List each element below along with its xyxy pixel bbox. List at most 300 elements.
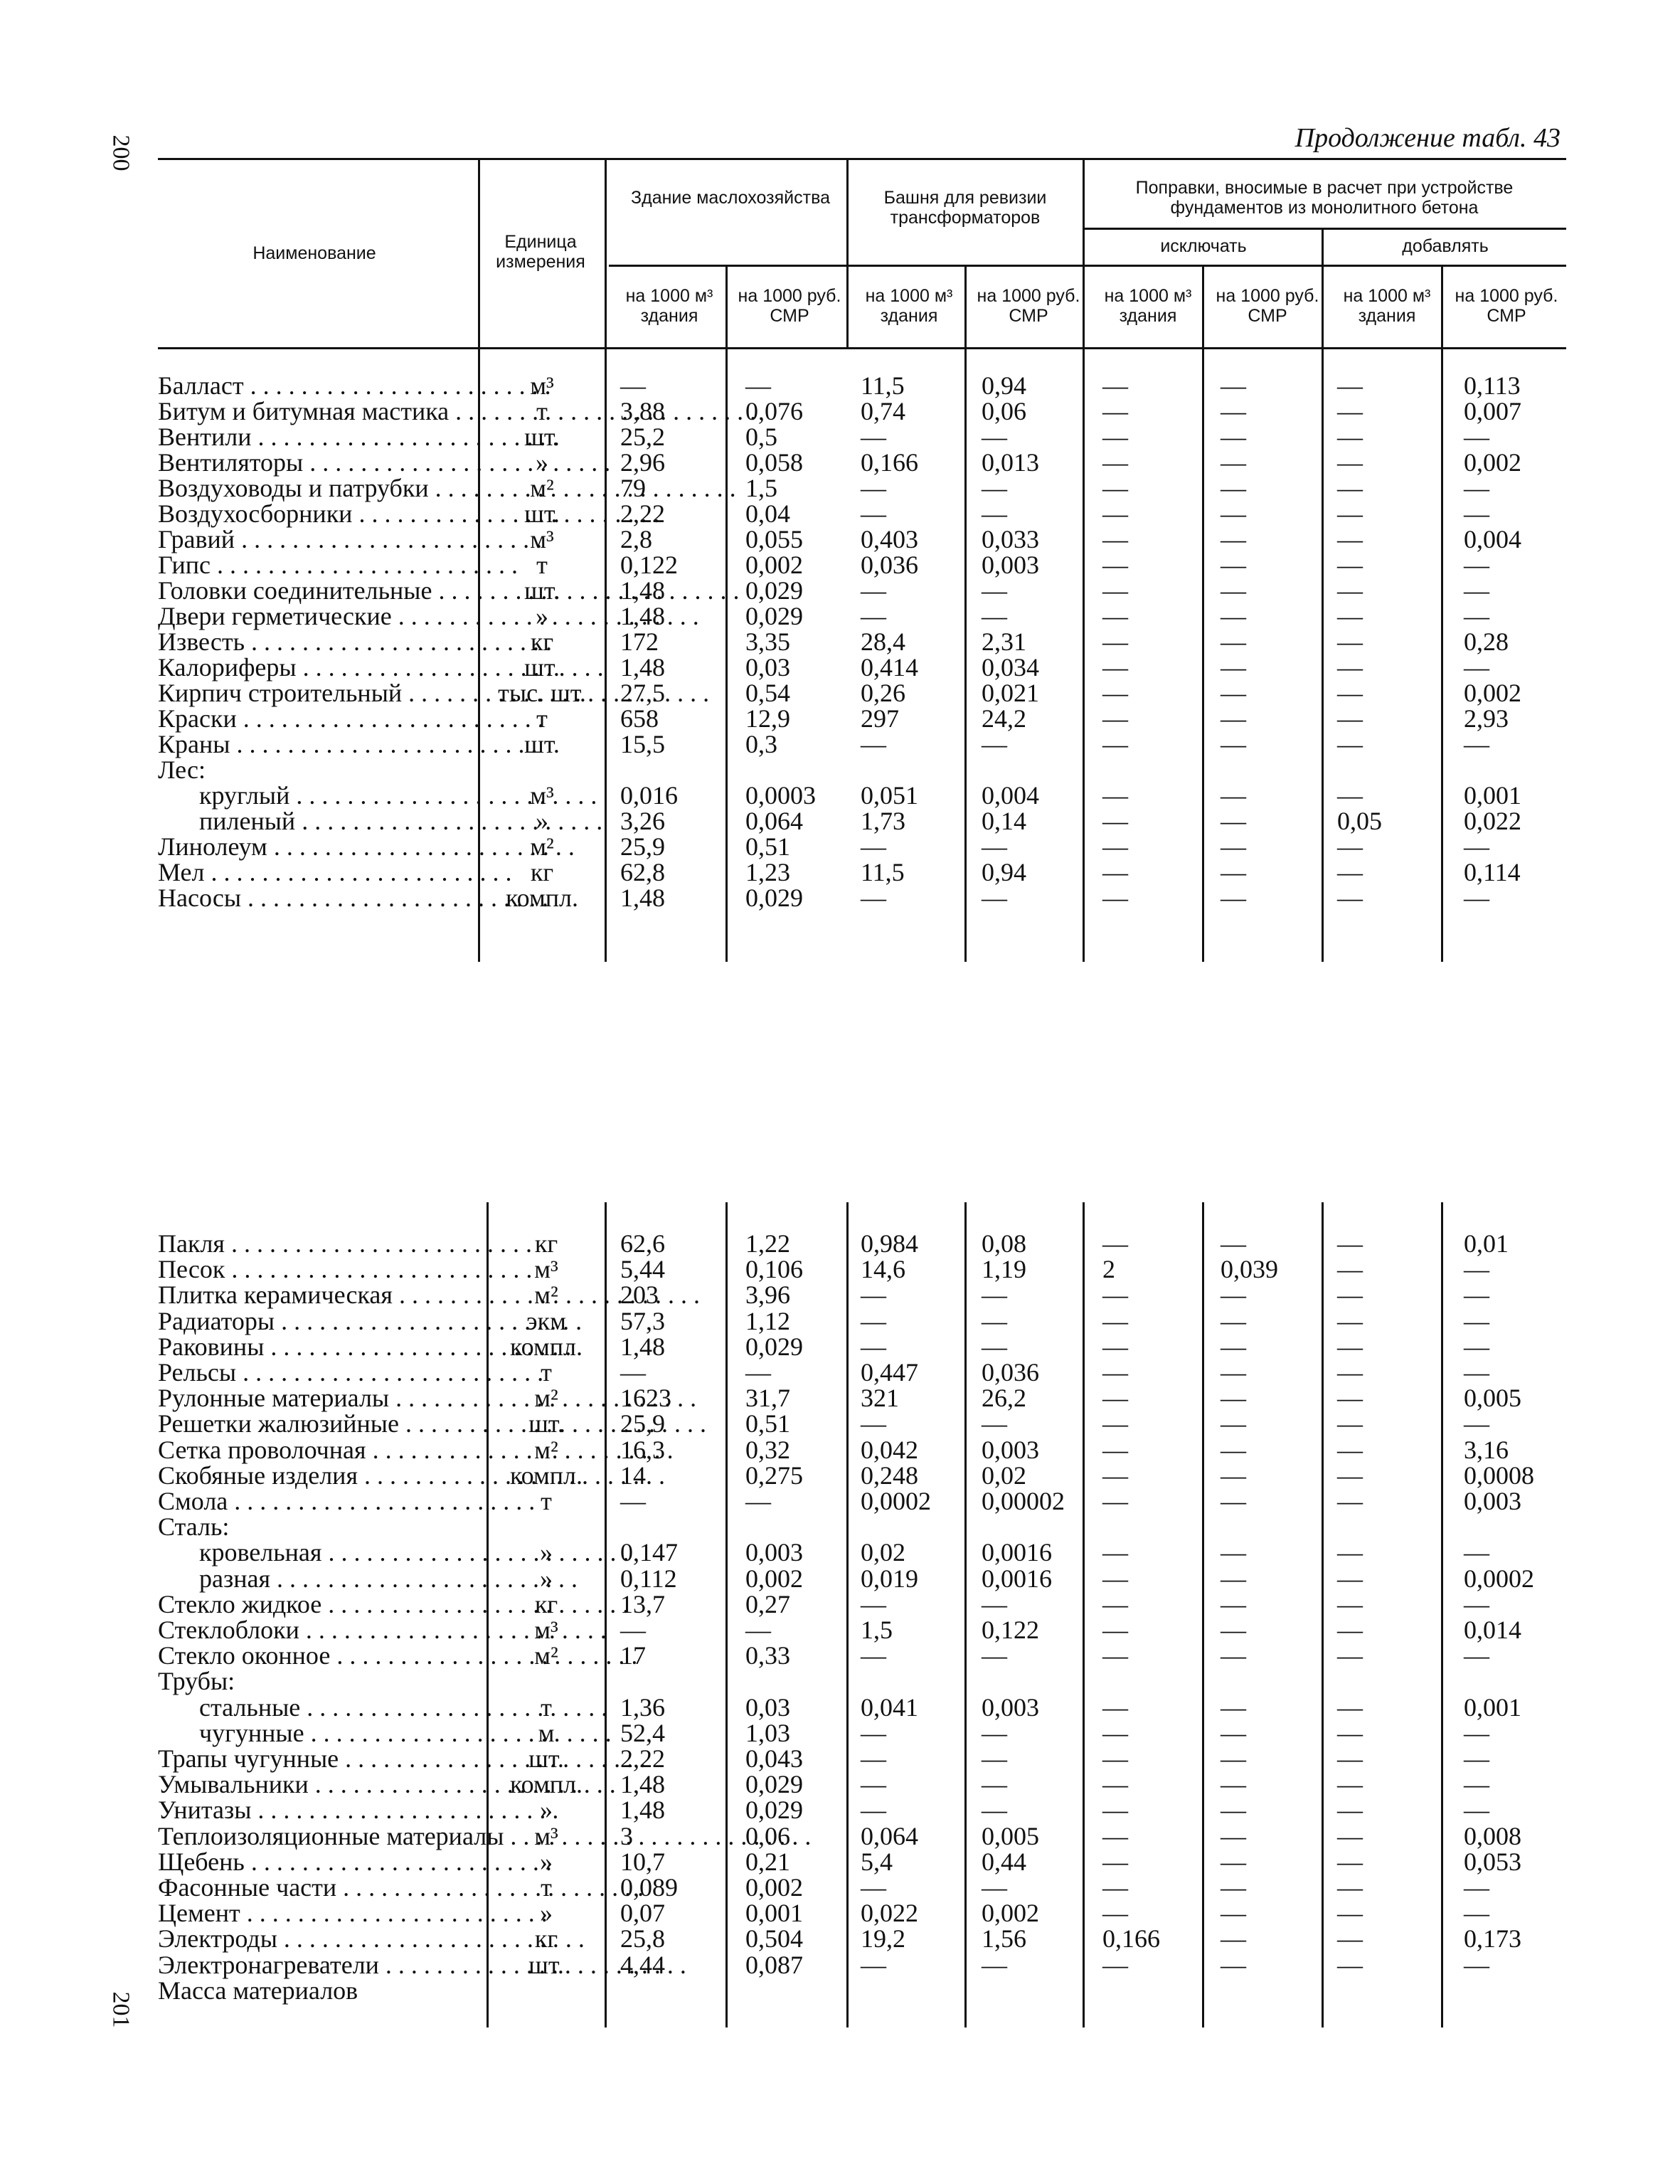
value-cell: — <box>1464 884 1489 912</box>
value-cell: — <box>982 1306 1007 1335</box>
unit-cell: » <box>540 1847 553 1876</box>
value-cell: 0,114 <box>1464 858 1521 886</box>
value-cell: — <box>1221 448 1246 477</box>
value-cell: — <box>1464 1589 1489 1618</box>
value-cell: — <box>1221 551 1246 579</box>
value-cell: 52,4 <box>620 1718 665 1747</box>
value-cell: — <box>1102 1229 1128 1258</box>
header-unit: Единица измерения <box>496 232 585 272</box>
value-cell: — <box>1337 1770 1363 1799</box>
value-cell: 3,35 <box>745 627 790 656</box>
value-cell: 1,56 <box>982 1924 1026 1954</box>
material-name: Воздуховоды и патрубки . . . <box>158 475 464 501</box>
material-name: кровельная . . . <box>199 1539 505 1565</box>
value-cell: 1,22 <box>745 1229 790 1258</box>
table-row <box>158 1359 1566 1385</box>
value-cell: — <box>1337 474 1363 502</box>
value-cell: — <box>1337 1847 1363 1876</box>
unit-cell: м³ <box>534 1255 558 1284</box>
value-cell: — <box>861 576 886 605</box>
table-row <box>158 1952 1566 1978</box>
unit-cell: » <box>536 448 548 477</box>
value-cell: — <box>982 1641 1007 1670</box>
value-cell: 14 <box>620 1461 646 1490</box>
value-cell: 0,51 <box>745 1409 790 1438</box>
value-cell: — <box>1221 499 1246 528</box>
value-cell: 0,166 <box>861 448 918 477</box>
value-cell: 0,248 <box>861 1461 918 1490</box>
unit-cell: шт. <box>528 1744 564 1773</box>
material-name: Цемент . . . <box>158 1900 464 1926</box>
material-name: Теплоизоляционные материалы . . . <box>158 1823 464 1849</box>
value-cell: — <box>982 499 1007 528</box>
table-row <box>158 1823 1566 1849</box>
value-cell: 0,21 <box>745 1847 790 1876</box>
value-cell: — <box>1221 1924 1246 1954</box>
table-row <box>158 1668 1566 1694</box>
value-cell: 28,4 <box>861 627 905 656</box>
value-cell: — <box>1221 1796 1246 1825</box>
value-cell: — <box>1102 1487 1128 1515</box>
value-cell: — <box>1102 1718 1128 1747</box>
value-cell: — <box>861 1332 886 1361</box>
value-cell: 3,96 <box>745 1281 790 1310</box>
value-cell: — <box>1102 602 1128 630</box>
material-name: Сталь: <box>158 1512 230 1542</box>
material-name: Пакля . . . <box>158 1231 464 1256</box>
table-row <box>158 629 1566 654</box>
material-name: Вентиляторы . . . <box>158 450 464 475</box>
sub-header-rub: на 1000 руб. СМР <box>1455 286 1558 326</box>
value-cell: — <box>1221 602 1246 630</box>
value-cell: — <box>1337 602 1363 630</box>
value-cell: 19,2 <box>861 1924 905 1954</box>
value-cell: — <box>1337 1306 1363 1335</box>
value-cell: — <box>982 576 1007 605</box>
value-cell: — <box>861 832 886 861</box>
table-row <box>158 1797 1566 1823</box>
value-cell: 3 <box>620 1821 633 1850</box>
value-cell: — <box>1337 1281 1363 1310</box>
value-cell: — <box>1337 704 1363 733</box>
value-cell: — <box>1337 1384 1363 1413</box>
table-row <box>158 1720 1566 1746</box>
sub-header-building: на 1000 м³ здания <box>1104 286 1192 326</box>
value-cell: — <box>1464 730 1489 758</box>
value-cell: — <box>745 371 771 400</box>
value-cell: — <box>1464 1950 1489 1979</box>
value-cell: 0,001 <box>1464 781 1521 810</box>
value-cell: — <box>1221 1616 1246 1644</box>
value-cell: 1,73 <box>861 807 905 835</box>
value-cell: 3,16 <box>1464 1435 1509 1464</box>
value-cell: — <box>1102 1616 1128 1644</box>
value-cell: — <box>1221 423 1246 451</box>
material-name: Мел . . . <box>158 859 464 885</box>
value-cell: 0,0002 <box>861 1487 931 1515</box>
value-cell: — <box>1337 499 1363 528</box>
material-name: Головки соединительные . . . <box>158 578 464 603</box>
material-name: Лес: <box>158 756 206 784</box>
value-cell: — <box>1221 371 1246 400</box>
material-name: Скобяные изделия . . . <box>158 1463 464 1488</box>
value-cell: — <box>982 1718 1007 1747</box>
value-cell: 0,166 <box>1102 1924 1160 1954</box>
value-cell: — <box>1221 1589 1246 1618</box>
unit-cell: т <box>536 704 548 733</box>
value-cell: 0,08 <box>982 1229 1026 1258</box>
value-cell: — <box>1337 371 1363 400</box>
unit-cell: экм <box>526 1306 566 1335</box>
value-cell: — <box>1221 1384 1246 1413</box>
table-row <box>158 885 1566 911</box>
value-cell: 0,94 <box>982 371 1026 400</box>
value-cell: 0,016 <box>620 781 678 810</box>
value-cell: — <box>1102 551 1128 579</box>
value-cell: — <box>1464 832 1489 861</box>
material-name: Плитка керамическая . . . <box>158 1282 464 1308</box>
value-cell: — <box>1337 1229 1363 1258</box>
value-cell: 0,043 <box>745 1744 803 1773</box>
table-row <box>158 1539 1566 1565</box>
material-name: Умывальники . . . <box>158 1771 464 1797</box>
value-cell: — <box>1337 1873 1363 1902</box>
value-cell: — <box>1102 832 1128 861</box>
value-cell: 0,019 <box>861 1564 918 1593</box>
value-cell: — <box>1102 1384 1128 1413</box>
value-cell: 0,029 <box>745 1332 803 1361</box>
value-cell: 0,173 <box>1464 1924 1521 1954</box>
table-caption: Продолжение табл. 43 <box>1294 123 1561 153</box>
value-cell: — <box>1337 1332 1363 1361</box>
value-cell: — <box>1221 1487 1246 1515</box>
unit-cell: компл. <box>510 1770 583 1799</box>
value-cell: 0,32 <box>745 1435 790 1464</box>
value-cell: 25,2 <box>620 423 665 451</box>
sub-header-building: на 1000 м³ здания <box>865 286 953 326</box>
table-row <box>158 1692 1566 1722</box>
value-cell: 0,447 <box>861 1358 918 1387</box>
value-cell: — <box>861 1770 886 1799</box>
value-cell: 0,039 <box>1221 1255 1278 1284</box>
material-name: Гипс . . . <box>158 552 464 578</box>
value-cell: 0,041 <box>861 1692 918 1722</box>
material-name: Электронагреватели . . . <box>158 1952 464 1978</box>
value-cell: — <box>1102 423 1128 451</box>
table-top <box>158 158 1566 962</box>
unit-cell: т <box>536 551 548 579</box>
material-name: Радиаторы . . . <box>158 1308 464 1334</box>
value-cell: — <box>1102 371 1128 400</box>
value-cell: — <box>1464 1770 1489 1799</box>
material-name: пиленый . . . <box>199 808 505 834</box>
value-cell: — <box>1221 884 1246 912</box>
unit-cell: м² <box>534 1281 558 1310</box>
material-name: Трапы чугунные . . . <box>158 1746 464 1771</box>
value-cell: — <box>1337 627 1363 656</box>
value-cell: — <box>1337 551 1363 579</box>
sub-header-building: на 1000 м³ здания <box>1343 286 1431 326</box>
value-cell: — <box>1337 1796 1363 1825</box>
value-cell: — <box>1221 1821 1246 1850</box>
value-cell: 1,5 <box>861 1616 893 1644</box>
table-row <box>158 450 1566 475</box>
value-cell: — <box>1102 1281 1128 1310</box>
value-cell: — <box>1102 397 1128 425</box>
value-cell: 0,001 <box>1464 1692 1521 1722</box>
value-cell: 0,002 <box>745 551 803 579</box>
material-name: Балласт . . . <box>158 373 464 398</box>
unit-cell: шт. <box>524 499 560 528</box>
value-cell: — <box>1337 1358 1363 1387</box>
value-cell: — <box>1102 730 1128 758</box>
value-cell: 1623 <box>620 1384 671 1413</box>
value-cell: — <box>1102 1461 1128 1490</box>
table-row <box>158 757 1566 783</box>
unit-cell: м² <box>534 1384 558 1413</box>
value-cell: 1,19 <box>982 1255 1026 1284</box>
header-group-building: Здание маслохозяйства <box>631 188 830 208</box>
table-row <box>158 1591 1566 1617</box>
unit-cell: шт. <box>524 576 560 605</box>
value-cell: 0,004 <box>982 781 1039 810</box>
value-cell: — <box>982 1409 1007 1438</box>
value-cell: 17 <box>620 1641 646 1670</box>
header-group-tower: Башня для ревизии трансформаторов <box>883 188 1047 228</box>
table-row <box>158 1512 1566 1542</box>
value-cell: — <box>620 1616 646 1644</box>
value-cell: 1,12 <box>745 1306 790 1335</box>
value-cell: 1,48 <box>620 602 665 630</box>
value-cell: — <box>1221 1306 1246 1335</box>
value-cell: — <box>1102 1589 1128 1618</box>
material-name: Песок . . . <box>158 1256 464 1282</box>
material-name: круглый . . . <box>199 783 505 808</box>
material-name: Стеклоблоки . . . <box>158 1617 464 1643</box>
value-cell: 11,5 <box>861 371 905 400</box>
value-cell: 1,03 <box>745 1718 790 1747</box>
material-name: Стекло жидкое . . . <box>158 1591 464 1617</box>
value-cell: — <box>1221 1538 1246 1567</box>
value-cell: — <box>1221 1461 1246 1490</box>
value-cell: 0,02 <box>861 1538 905 1567</box>
value-cell: — <box>1337 1924 1363 1954</box>
unit-cell: т <box>536 397 548 425</box>
table-row <box>158 808 1566 834</box>
value-cell: — <box>861 1641 886 1670</box>
unit-cell: » <box>536 807 548 835</box>
value-cell: — <box>1337 423 1363 451</box>
value-cell: 4,44 <box>620 1950 665 1979</box>
value-cell: 5,4 <box>861 1847 893 1876</box>
table-row <box>158 834 1566 859</box>
value-cell: 13,7 <box>620 1589 665 1618</box>
value-cell: 0,06 <box>745 1821 790 1850</box>
table-row <box>158 526 1566 552</box>
material-name: Фасонные части . . . <box>158 1875 464 1900</box>
sub-header-building: на 1000 м³ здания <box>625 286 713 326</box>
value-cell: 1,23 <box>745 858 790 886</box>
value-cell: — <box>1337 1487 1363 1515</box>
material-name: Унитазы . . . <box>158 1797 464 1823</box>
value-cell: 1,48 <box>620 884 665 912</box>
value-cell: 0,021 <box>982 679 1039 707</box>
value-cell: — <box>1102 1950 1128 1979</box>
table-row <box>158 1746 1566 1771</box>
value-cell: 0,055 <box>745 525 803 553</box>
table-row <box>158 578 1566 603</box>
unit-cell: м² <box>530 832 554 861</box>
value-cell: — <box>1221 1692 1246 1722</box>
value-cell: 1,48 <box>620 1796 665 1825</box>
unit-cell: м³ <box>530 781 554 810</box>
material-name: разная . . . <box>199 1566 505 1591</box>
value-cell: — <box>982 1281 1007 1310</box>
unit-cell: компл. <box>506 884 578 912</box>
value-cell: 2,31 <box>982 627 1026 656</box>
value-cell: — <box>982 1950 1007 1979</box>
value-cell: — <box>1102 781 1128 810</box>
value-cell: — <box>1221 781 1246 810</box>
value-cell: 1,36 <box>620 1692 665 1722</box>
value-cell: — <box>982 423 1007 451</box>
value-cell: 11,5 <box>861 858 905 886</box>
material-name: Известь . . . <box>158 629 464 654</box>
value-cell: — <box>1221 1332 1246 1361</box>
value-cell: 25,8 <box>620 1924 665 1954</box>
unit-cell: » <box>540 1564 553 1593</box>
sub-header-rub: на 1000 руб. СМР <box>1216 286 1319 326</box>
value-cell: — <box>1102 1538 1128 1567</box>
value-cell: — <box>1102 1744 1128 1773</box>
value-cell: — <box>1102 1332 1128 1361</box>
material-name: Решетки жалюзийные . . . <box>158 1411 464 1436</box>
unit-cell: шт. <box>528 1409 564 1438</box>
table-row <box>158 424 1566 450</box>
value-cell: — <box>1102 884 1128 912</box>
value-cell: 0,002 <box>745 1873 803 1902</box>
value-cell: — <box>1464 1873 1489 1902</box>
value-cell: — <box>1221 397 1246 425</box>
value-cell: 0,003 <box>745 1538 803 1567</box>
value-cell: — <box>1464 1358 1489 1387</box>
material-name: Смола . . . <box>158 1488 464 1514</box>
value-cell: 26,2 <box>982 1384 1026 1413</box>
value-cell: — <box>1337 653 1363 682</box>
value-cell: 0,002 <box>745 1564 803 1593</box>
table-row <box>158 1771 1566 1797</box>
value-cell: 0,034 <box>982 653 1039 682</box>
unit-cell: кг <box>534 1229 558 1258</box>
table-row <box>158 783 1566 808</box>
value-cell: 0,122 <box>982 1616 1039 1644</box>
value-cell: — <box>1337 1461 1363 1490</box>
value-cell: — <box>1337 1435 1363 1464</box>
value-cell: — <box>1102 1899 1128 1928</box>
value-cell: 0,053 <box>1464 1847 1521 1876</box>
unit-cell: компл. <box>510 1461 583 1490</box>
value-cell: — <box>1464 1332 1489 1361</box>
value-cell: 0,112 <box>620 1564 677 1593</box>
table-row <box>158 1411 1566 1436</box>
table-row <box>158 1875 1566 1900</box>
material-name: Сетка проволочная . . . <box>158 1437 464 1463</box>
value-cell: 0,029 <box>745 602 803 630</box>
value-cell: 57,3 <box>620 1306 665 1335</box>
value-cell: — <box>861 730 886 758</box>
value-cell: 0,05 <box>1337 807 1382 835</box>
value-cell: — <box>1464 1255 1489 1284</box>
table-row <box>158 1282 1566 1308</box>
table-row <box>158 1924 1566 1954</box>
value-cell: 1,48 <box>620 1770 665 1799</box>
value-cell: 0,00002 <box>982 1487 1065 1515</box>
table-row <box>158 1566 1566 1591</box>
value-cell: — <box>1102 1692 1128 1722</box>
value-cell: — <box>1464 1899 1489 1928</box>
table-row <box>158 1978 1566 2003</box>
value-cell: — <box>1337 1409 1363 1438</box>
unit-cell: шт. <box>524 653 560 682</box>
value-cell: — <box>1221 1641 1246 1670</box>
value-cell: — <box>1337 1744 1363 1773</box>
value-cell: — <box>982 474 1007 502</box>
value-cell: — <box>1221 1229 1246 1258</box>
value-cell: — <box>1464 423 1489 451</box>
table-row <box>158 859 1566 885</box>
value-cell: 0,0016 <box>982 1538 1052 1567</box>
table-row <box>158 1849 1566 1875</box>
value-cell: 2,22 <box>620 499 665 528</box>
value-cell: 0,036 <box>982 1358 1039 1387</box>
value-cell: — <box>1102 653 1128 682</box>
value-cell: — <box>861 1589 886 1618</box>
value-cell: 12,9 <box>745 704 790 733</box>
material-name: Краски . . . <box>158 706 464 731</box>
unit-cell: м³ <box>534 1616 558 1644</box>
page-number-top: 200 <box>107 134 134 171</box>
value-cell: 0,27 <box>745 1589 790 1618</box>
unit-cell: м² <box>534 1435 558 1464</box>
table-row <box>158 398 1566 424</box>
value-cell: — <box>1464 1641 1489 1670</box>
value-cell: — <box>1464 653 1489 682</box>
material-name: Гравий . . . <box>158 526 464 552</box>
value-cell: — <box>1102 576 1128 605</box>
table-row <box>158 373 1566 398</box>
value-cell: — <box>1102 807 1128 835</box>
value-cell: 0,113 <box>1464 371 1521 400</box>
material-name: Масса материалов <box>158 1976 358 2005</box>
value-cell: 16,3 <box>620 1435 665 1464</box>
value-cell: 0,06 <box>982 397 1026 425</box>
value-cell: — <box>1221 730 1246 758</box>
value-cell: 0,005 <box>1464 1384 1521 1413</box>
value-cell: — <box>1102 1564 1128 1593</box>
value-cell: 0,003 <box>982 551 1039 579</box>
value-cell: — <box>1102 499 1128 528</box>
value-cell: — <box>1221 1770 1246 1799</box>
value-cell: 172 <box>620 627 659 656</box>
value-cell: 0,33 <box>745 1641 790 1670</box>
value-cell: — <box>982 602 1007 630</box>
value-cell: 0,002 <box>1464 448 1521 477</box>
unit-cell: » <box>536 602 548 630</box>
value-cell: — <box>745 1358 771 1387</box>
value-cell: 0,0016 <box>982 1564 1052 1593</box>
value-cell: — <box>861 1281 886 1310</box>
value-cell: — <box>745 1487 771 1515</box>
